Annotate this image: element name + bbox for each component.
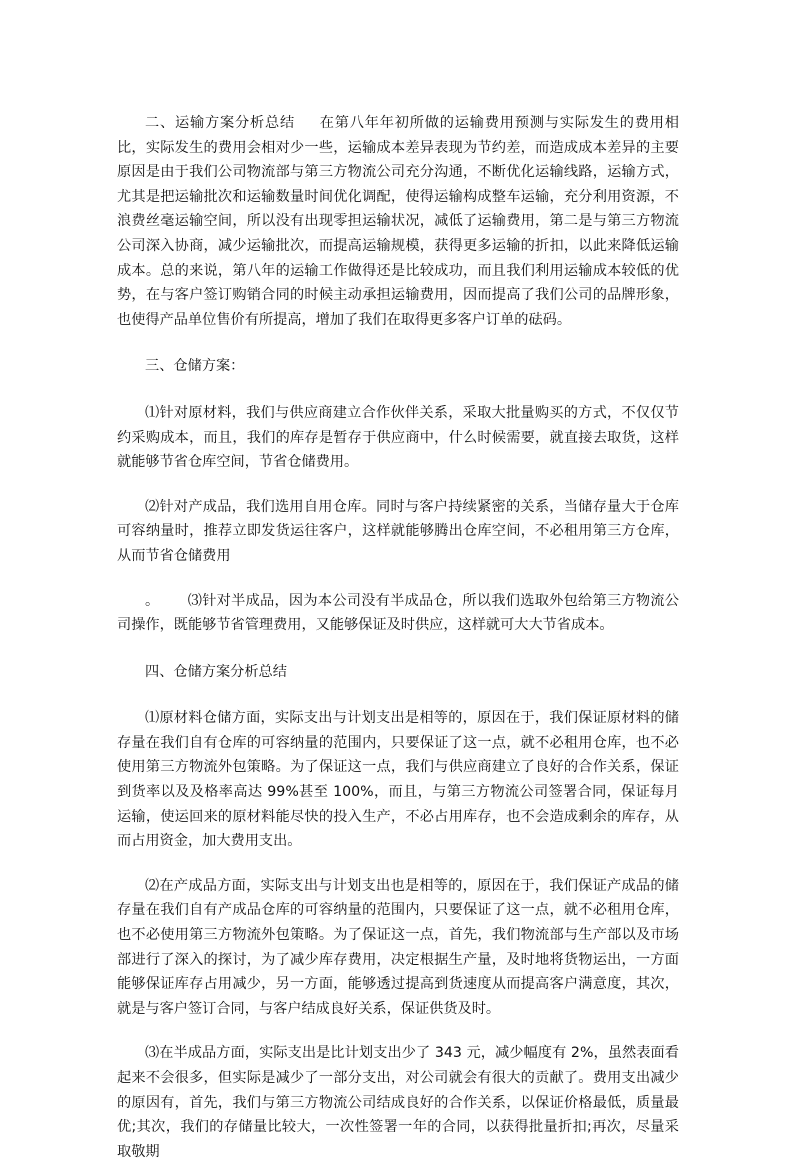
raw-material-summary-paragraph: ⑴原材料仓储方面，实际支出与计划支出是相等的，原因在于，我们保证原材料的储存量在我们自有仓库的可容纳量的范围内，只要保证了这一点，就不必租用仓库，也不必使用第三方物流外包策略。为了保证这一点，我们与供应商建立了良好的合作关系，保证到货率以及及格率高达 99%甚至 100%，而且，与第三方物流公司签署合同，保证每月运输，使运回来的原材料能尽快的投入生产，不必占用库存，也不会造成剩余的库存，从而占用资金，加大费用支出。 [117, 710, 679, 850]
raw-material-paragraph: ⑴针对原材料，我们与供应商建立合作伙伴关系，采取大批量购买的方式，不仅仅节约采购成本，而且，我们的库存是暂存于供应商中，什么时候需要，就直接去取货，这样就能够节省仓库空间，节省仓储费用。 [117, 404, 679, 471]
semi-finished-lead: 。 [145, 592, 160, 609]
document-page [117, 111, 679, 1164]
semi-finished-body: ⑶针对半成品，因为本公司没有半成品仓，所以我们选取外包给第三方物流公司操作，既能够节省管理费用，又能够保证及时供应，这样就可大大节省成本。 [117, 592, 679, 634]
transport-summary-paragraph [117, 111, 679, 332]
storage-summary-heading: 四、仓储方案分析总结 [145, 663, 287, 680]
semi-finished-paragraph [117, 589, 679, 638]
transport-summary-body: 在第八年年初所做的运输费用预测与实际发生的费用相比，实际发生的费用会相对少一些，运输成本差异表现为节约差，而造成成本差异的主要原因是由于我们公司物流部与第三方物流公司充分沟通，不断优化运输线路，运输方式，尤其是把运输批次和运输数量时间优化调配，使得运输构成整车运输，充分利用资源，不浪费丝毫运输空间，所以没有出现零担运输状况，减低了运输费用，第二是与第三方物流公司深入协商，减少运输批次，而提高运输规模，获得更多运输的折扣，以此来降低运输成本。总的来说，第八年的运输工作做得还是比较成功，而且我们利用运输成本较低的优势，在与客户签订购销合同的时候主动承担运输费用，因而提高了我们公司的品牌形象，也使得产品单位售价有所提高，增加了我们在取得更多客户订单的砝码。 [117, 115, 679, 328]
semi-finished-summary-paragraph: ⑶在半成品方面，实际支出是比计划支出少了 343 元，减少幅度有 2%，虽然表面看起来不会很多，但实际是减少了一部分支出，对公司就会有很大的贡献了。费用支出减少的原因有，首先，我们与第三方物流公司结成良好的合作关系，以保证价格最低，质量最优;其次，我们的存储量比较大，一次性签署一年的合同，以获得批量折扣;再次，尽量采取敬期 [117, 1045, 679, 1160]
finished-goods-paragraph: ⑵针对产成品，我们选用自用仓库。同时与客户持续紧密的关系，当储存量大于仓库可容纳量时，推荐立即发货运往客户，这样就能够腾出仓库空间，不必租用第三方仓库，从而节省仓储费用 [117, 498, 679, 564]
storage-plan-heading: 三、仓储方案： [145, 358, 245, 375]
finished-goods-summary-paragraph: ⑵在产成品方面，实际支出与计划支出也是相等的，原因在于，我们保证产成品的储存量在我们自有产成品仓库的可容纳量的范围内，只要保证了这一点，就不必租用仓库，也不必使用第三方物流外包策略。为了保证这一点，首先，我们物流部与生产部以及市场部进行了深入的探讨，为了减少库存费用，决定根据生产量，及时地将货物运出，一方面能够保证库存占用减少，另一方面，能够透过提高到货速度从而提高客户满意度，其次，就是与客户签订合同，与客户结成良好关系，保证供货及时。 [117, 877, 679, 1017]
transport-summary-heading: 二、运输方案分析总结 [145, 115, 295, 131]
